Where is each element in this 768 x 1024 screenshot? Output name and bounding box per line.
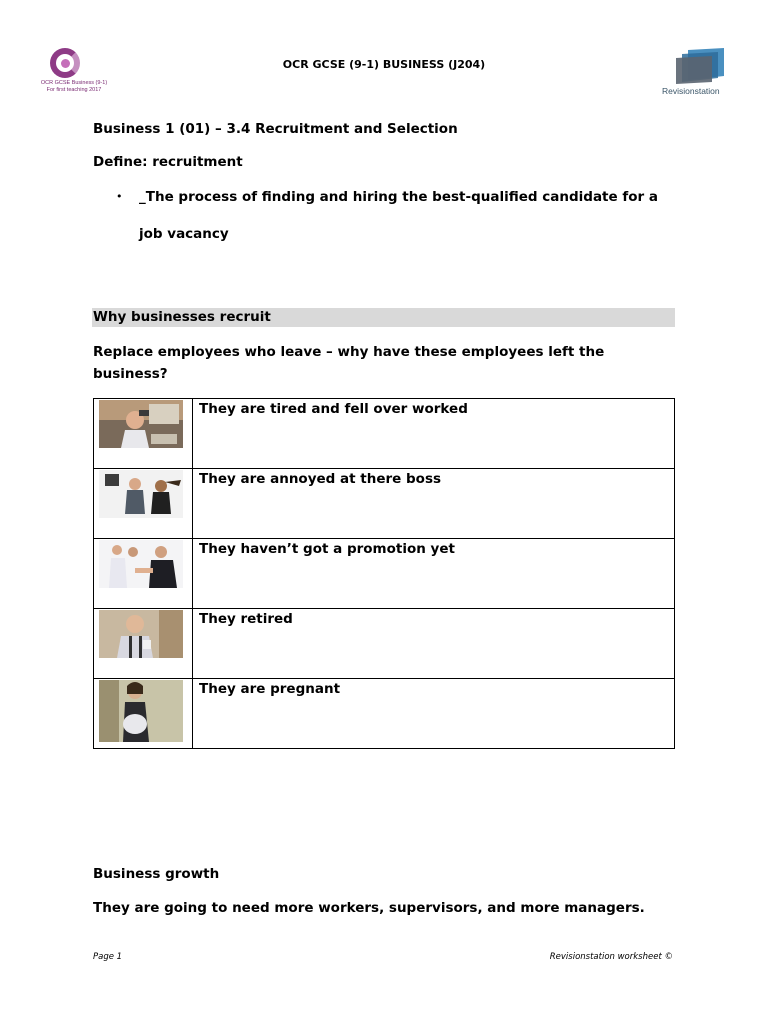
reason-text: They are pregnant	[193, 679, 675, 749]
reason-text: They haven’t got a promotion yet	[193, 539, 675, 609]
table-row	[94, 399, 675, 469]
ocr-logo-line2: For first teaching 2017	[46, 87, 102, 93]
reason-text: They are annoyed at there boss	[193, 469, 675, 539]
ocr-logo-line1: OCR GCSE Business (9-1)	[40, 80, 108, 86]
section-heading: Business 1 (01) – 3.4 Recruitment and Selection	[93, 121, 458, 137]
table-row	[94, 679, 675, 749]
handshake-promotion-photo	[99, 540, 183, 588]
definition-line2: job vacancy	[139, 226, 229, 242]
retired-man-photo	[99, 610, 183, 658]
header-title: OCR GCSE (9-1) BUSINESS (J204)	[282, 58, 486, 71]
why-heading: Why businesses recruit	[93, 309, 271, 325]
bullet-marker: •	[116, 190, 123, 203]
why-question-line1: Replace employees who leave – why have these employees left the	[93, 344, 605, 360]
reasons-table	[93, 398, 675, 749]
revisionstation-logo-mark	[674, 48, 726, 84]
photo-cell	[94, 469, 193, 539]
photo-cell	[94, 609, 193, 679]
reason-text: They are tired and fell over worked	[193, 399, 675, 469]
ocr-logo	[34, 46, 114, 96]
table-row	[94, 469, 675, 539]
table-row	[94, 609, 675, 679]
growth-heading: Business growth	[93, 866, 220, 882]
footer-credit: Revisionstation worksheet ©	[549, 952, 673, 962]
revisionstation-logo-label: Revisionstation	[662, 86, 720, 96]
reason-text: They retired	[193, 609, 675, 679]
pregnant-woman-photo	[99, 680, 183, 742]
definition-line1: _The process of finding and hiring the best-qualified candidate for a	[139, 189, 658, 205]
why-question-line2: business?	[93, 366, 168, 382]
office-argument-photo	[99, 470, 183, 518]
photo-cell	[94, 399, 193, 469]
footer-page-number: Page 1	[93, 952, 123, 962]
revisionstation-logo	[662, 48, 732, 100]
photo-cell	[94, 539, 193, 609]
photo-cell	[94, 679, 193, 749]
define-label: Define: recruitment	[93, 154, 243, 170]
growth-text: They are going to need more workers, supervisors, and more managers.	[93, 900, 645, 916]
table-row	[94, 539, 675, 609]
stressed-worker-photo	[99, 400, 183, 448]
